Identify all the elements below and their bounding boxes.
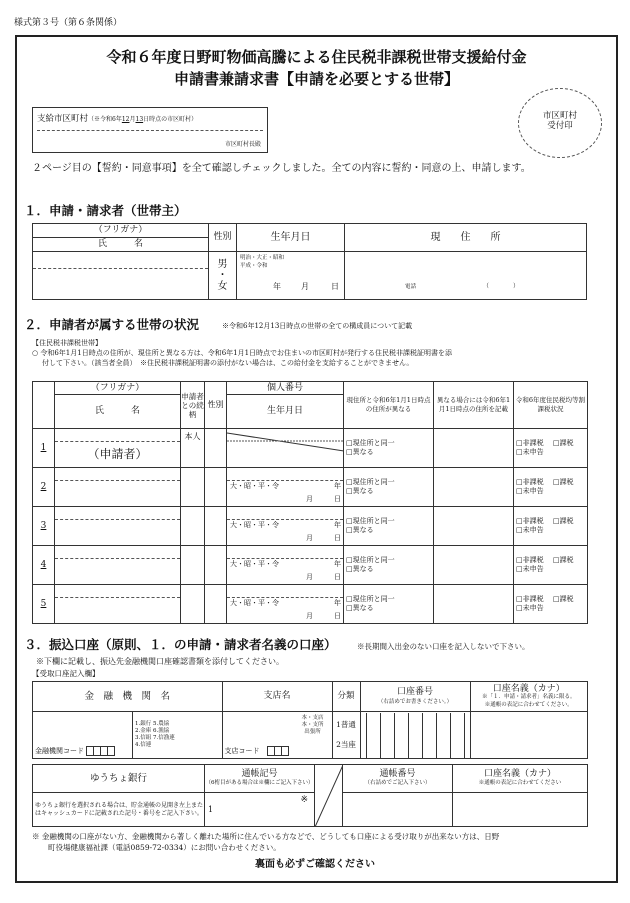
h-holder2-note: ※通帳の表記に合わせてください [478, 779, 562, 786]
row-number: 3 [33, 507, 55, 546]
applicant-name-field[interactable] [33, 252, 209, 300]
stamp-line1: 市区町村 [542, 111, 577, 121]
prev-address-field[interactable] [434, 468, 514, 507]
h-tnum-note: （右詰めでご記入下さい） [364, 779, 431, 786]
diagonal-mark [315, 765, 343, 827]
municipality-label: 支給市区町村 [37, 114, 89, 124]
municipality-note-mid: 月 [129, 116, 136, 123]
h-address-diff: 現住所と令和6年1月1日時点の住所が異なる [344, 382, 434, 429]
tsucho-kome: ※ [300, 795, 308, 805]
household-table [32, 381, 588, 624]
member-name-field[interactable] [55, 507, 181, 546]
member-sex-field[interactable] [205, 429, 227, 468]
address-header: 現 住 所 [345, 224, 587, 252]
h-id-number: 個人番号 [227, 382, 344, 395]
btype-1: 1.銀行 5.農協 [135, 721, 170, 727]
opt-diff[interactable]: □異なる [346, 604, 374, 612]
branch-type-1: 本・支店 [301, 715, 324, 721]
table-row [33, 507, 588, 546]
table-row [33, 585, 588, 624]
kind-toza[interactable]: 2当座 [336, 740, 356, 749]
dob-eras: 大・昭・平・令 [230, 599, 279, 607]
member-relation-field[interactable] [181, 585, 205, 624]
yucho-note: ゆうちょ銀行を選択される場合は、貯金通帳の見開き左上またはキャッシュカードに記載された記号・番号をご記入下さい。 [33, 793, 205, 827]
section3-note: ※長期間入出金のない口座を記入しないで下さい。 [357, 642, 530, 651]
dob-d: 日 [334, 573, 341, 581]
prev-address-field[interactable] [434, 546, 514, 585]
row-number: 2 [33, 468, 55, 507]
opt-taxed[interactable]: □課税 [552, 517, 574, 525]
btype-4: 4.信連 [135, 742, 152, 748]
form-title: 令和６年度日野町物価高騰による住民税非課税世帯支援給付金 [106, 48, 527, 66]
opt-nontax[interactable]: □非課税 [516, 556, 544, 564]
opt-same[interactable]: □現住所と同一 [346, 595, 395, 603]
member-id-dob-field[interactable] [227, 468, 344, 507]
h-tsucho: 通帳記号 [241, 768, 278, 779]
h-holder-note1: ※「１．申請・請求者」名義に限る。 [481, 693, 576, 700]
applicant-dob-field[interactable] [237, 252, 345, 300]
furigana-header: （フリガナ） [33, 224, 209, 238]
h-holder2: 口座名義（カナ） [483, 768, 556, 779]
dob-y: 年 [334, 521, 341, 529]
member-relation-field[interactable] [181, 468, 205, 507]
section2-note: ※令和6年12月13日時点の世帯の全ての構成員について記載 [222, 322, 413, 330]
member-id-dob-field[interactable] [227, 507, 344, 546]
dob-y: 年 [334, 482, 341, 490]
account-number-field[interactable] [360, 712, 470, 759]
bank-subheading: 【受取口座記入欄】 [32, 669, 100, 678]
branch-field[interactable] [222, 712, 332, 759]
relation-self: 本人 [181, 429, 205, 468]
tel-label: 電話 [405, 284, 417, 290]
section3-note2: ※下欄に記載し、振込先金融機関口座確認書類を添付してください。 [36, 657, 284, 666]
diagonal-mark [227, 429, 344, 468]
account-holder-field[interactable] [470, 712, 588, 759]
form-number: 様式第３号（第６条関係） [14, 18, 123, 28]
municipality-note: （※令和6年 [88, 116, 122, 123]
dob-d: 日 [334, 495, 341, 503]
sex-header: 性別 [209, 224, 237, 252]
applicant-table [32, 223, 587, 300]
section2-title: ２．申請者が属する世帯の状況 [24, 317, 200, 332]
opt-nodecl[interactable]: □未申告 [516, 526, 544, 534]
footer-note1: ※ 金融機関の口座がない方、金融機関から著しく離れた場所に住んでいる方などで、どうしても口座による受け取りが出来ない方は、日野 [32, 832, 500, 841]
kind-futsu[interactable]: 1普通 [336, 720, 356, 729]
dob-eras1: 明治・大正・昭和 [240, 255, 285, 261]
bank-table [32, 681, 588, 759]
h-sex: 性別 [205, 382, 227, 429]
opt-same[interactable]: □現住所と同一 [346, 556, 395, 564]
h-prev-address: 異なる場合には令和6年1月1日時点の住所を記載 [434, 382, 514, 429]
member-id-dob-field[interactable] [227, 546, 344, 585]
applicant-address-field[interactable] [345, 252, 587, 300]
yucho-holder-field[interactable] [453, 793, 588, 827]
form-subtitle: 申請書兼請求書【申請を必要とする世帯】 [173, 70, 459, 88]
applicant-label: （申請者） [87, 446, 148, 461]
dob-eras: 大・昭・平・令 [230, 482, 279, 490]
sex-female[interactable]: 女 [217, 281, 228, 292]
dob-m: 月 [306, 612, 313, 620]
yucho-table [32, 764, 588, 827]
h-holder-note2: ※通帳の表記に合わせてください。 [484, 701, 573, 708]
municipality-note-month: 12 [121, 116, 130, 123]
cert-heading: 【住民税非課税世帯】 [32, 339, 102, 347]
sex-male[interactable]: 男 [217, 259, 228, 270]
h-tsucho-note: （6桁目がある場合は※欄にご記入下さい） [205, 779, 314, 786]
row-number: 1 [33, 429, 55, 468]
opt-nontax[interactable]: □非課税 [516, 595, 544, 603]
h-tnum: 通帳番号 [379, 768, 416, 779]
cert-line2: 付して下さい。（該当者全員） ※住民税非課税証明書の添付がない場合は、この給付金を支給することができません。 [42, 359, 414, 367]
opt-diff[interactable]: □異なる [346, 487, 374, 495]
dob-m: 月 [306, 495, 313, 503]
member-sex-field[interactable] [205, 468, 227, 507]
prev-address-field[interactable] [434, 585, 514, 624]
opt-same[interactable]: □現住所と同一 [346, 517, 395, 525]
municipality-box [32, 107, 268, 153]
municipality-note-end: 日時点の市区町村） [143, 116, 198, 123]
tsucho-field[interactable] [205, 793, 315, 827]
member-name-field[interactable] [55, 468, 181, 507]
dob-m: 月 [306, 573, 313, 581]
btype-3: 3.信組 7.信漁連 [135, 735, 175, 741]
member-sex-field[interactable] [205, 585, 227, 624]
back-notice: 裏面も必ずご確認ください [255, 859, 375, 870]
section3-title: ３．振込口座（原則、１．の申請・請求者名義の口座） [24, 637, 337, 652]
bank-name-field[interactable] [33, 712, 133, 759]
h-branch: 支店名 [222, 682, 332, 712]
opt-taxed[interactable]: □課税 [552, 439, 574, 447]
member-sex-field[interactable] [205, 507, 227, 546]
h-acct: 口座番号 [396, 686, 433, 697]
branch-type-3: 出張所 [304, 729, 321, 735]
intro-text: ２ページ目の【誓約・同意事項】を全て確認しチェックしました。全ての内容に誓約・同意の上、申請します。 [32, 163, 531, 174]
h-dob: 生年月日 [227, 395, 344, 429]
opt-diff[interactable]: □異なる [346, 448, 374, 456]
dob-year: 年 [273, 282, 281, 291]
name-header: 氏 名 [33, 238, 209, 252]
opt-diff[interactable]: □異なる [346, 565, 374, 573]
opt-nontax[interactable]: □非課税 [516, 517, 544, 525]
tsucho-prefix: 1 [208, 805, 214, 814]
municipality-note-day: 13 [135, 116, 144, 123]
member-sex-field[interactable] [205, 546, 227, 585]
tsucho-number-field[interactable] [343, 793, 453, 827]
h-tax-status: 令和6年度住民税均等割課税状況 [514, 382, 588, 429]
dob-eras: 大・昭・平・令 [230, 521, 279, 529]
member-name-field[interactable] [55, 546, 181, 585]
reception-stamp [518, 88, 602, 158]
dob-m: 月 [306, 534, 313, 542]
section1-title: １．申請・請求者（世帯主） [24, 203, 187, 218]
h-bank-name: 金 融 機 関 名 [33, 682, 223, 712]
h-relation: 申請者との続柄 [181, 382, 205, 429]
dob-month: 月 [301, 282, 309, 291]
member-relation-field[interactable] [181, 507, 205, 546]
row-number: 4 [33, 546, 55, 585]
dob-day: 日 [331, 282, 339, 291]
dob-d: 日 [334, 534, 341, 542]
h-furigana: （フリガナ） [55, 382, 181, 395]
member-relation-field[interactable] [181, 546, 205, 585]
h-holder: 口座名義（カナ） [492, 683, 565, 694]
table-row [33, 429, 588, 468]
yucho-title: ゆうちょ銀行 [33, 765, 205, 793]
h-kind: 分類 [332, 682, 360, 712]
dob-header: 生年月日 [237, 224, 345, 252]
member-id-dob-field[interactable] [227, 429, 344, 468]
opt-diff[interactable]: □異なる [346, 526, 374, 534]
municipality-signature: 市区町村長殿 [224, 141, 261, 148]
row-number: 5 [33, 585, 55, 624]
prev-address-field[interactable] [434, 429, 514, 468]
footer-note2: 町役場健康福祉課（電話0859-72-0334）にお問い合わせください。 [48, 843, 281, 852]
opt-taxed[interactable]: □課税 [552, 595, 574, 603]
bank-type-options[interactable] [133, 712, 223, 759]
opt-nodecl[interactable]: □未申告 [516, 565, 544, 573]
member-id-dob-field[interactable] [227, 585, 344, 624]
tel-field[interactable]: （ ） [483, 283, 520, 290]
bank-code-label: 金融機関コード [35, 747, 84, 755]
member-name-field[interactable] [55, 585, 181, 624]
opt-nontax[interactable]: □非課税 [516, 478, 544, 486]
branch-code-label: 支店コード [224, 747, 260, 755]
opt-nontax[interactable]: □非課税 [516, 439, 544, 447]
opt-nodecl[interactable]: □未申告 [516, 487, 544, 495]
table-row [33, 546, 588, 585]
opt-same[interactable]: □現住所と同一 [346, 478, 395, 486]
h-name: 氏 名 [55, 395, 181, 429]
stamp-line2: 受付印 [547, 121, 573, 132]
dob-y: 年 [334, 560, 341, 568]
account-kind-field[interactable] [332, 712, 360, 759]
dob-d: 日 [334, 612, 341, 620]
h-acct-note: （右詰めでお書きください。） [377, 698, 453, 705]
dob-y: 年 [334, 599, 341, 607]
member-name-field[interactable] [55, 429, 181, 468]
opt-taxed[interactable]: □課税 [552, 556, 574, 564]
btype-2: 2.金庫 6.漁協 [135, 728, 170, 734]
opt-nodecl[interactable]: □未申告 [516, 448, 544, 456]
dob-eras: 大・昭・平・令 [230, 560, 279, 568]
opt-nodecl[interactable]: □未申告 [516, 604, 544, 612]
prev-address-field[interactable] [434, 507, 514, 546]
branch-type-2: 本・支所 [301, 722, 324, 728]
table-row [33, 468, 588, 507]
opt-same[interactable]: □現住所と同一 [346, 439, 395, 447]
opt-taxed[interactable]: □課税 [552, 478, 574, 486]
sex-dot: ・ [217, 270, 228, 281]
dob-eras2: 平成・令和 [240, 263, 268, 269]
cert-line1: ○ 令和6年1月1日時点の住所が、現住所と異なる方は、令和6年1月1日時点でお住まいの市区町村が発行する住民税非課税証明書を添 [32, 349, 453, 357]
